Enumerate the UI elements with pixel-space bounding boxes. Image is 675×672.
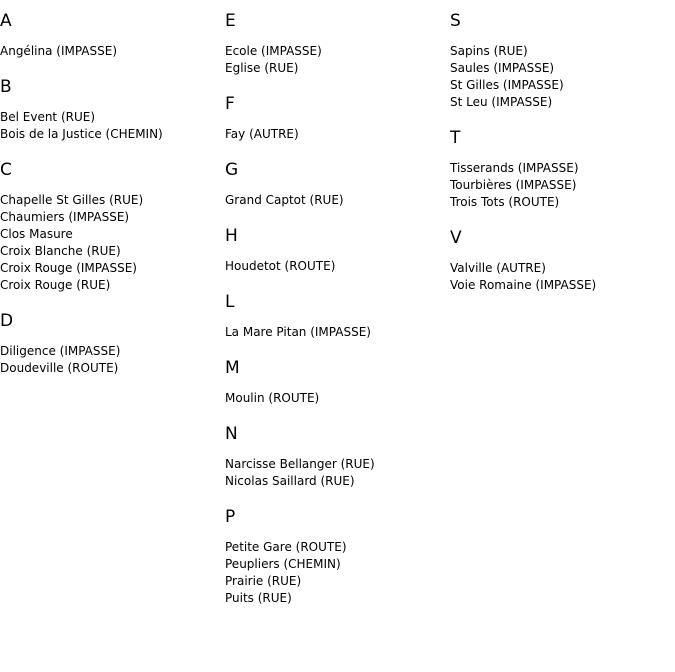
street-entry: Doudeville (ROUTE)	[0, 361, 119, 375]
street-entry: Peupliers (CHEMIN)	[225, 557, 341, 571]
letter-heading: T	[450, 128, 461, 148]
street-list	[0, 343, 222, 377]
street-list	[0, 192, 222, 294]
street-entry: Ecole (IMPASSE)	[225, 44, 322, 58]
letter-group	[0, 76, 222, 143]
letter-heading: F	[225, 94, 235, 114]
street-entry: Prairie (RUE)	[225, 574, 302, 588]
street-entry: Clos Masure	[0, 227, 73, 241]
street-entry: St Gilles (IMPASSE)	[450, 78, 564, 92]
street-entry: Puits (RUE)	[225, 591, 292, 605]
letter-group	[225, 506, 447, 607]
letter-heading: M	[225, 358, 240, 378]
street-list	[450, 260, 672, 294]
street-entry: Voie Romaine (IMPASSE)	[450, 278, 597, 292]
street-entry: St Leu (IMPASSE)	[450, 95, 553, 109]
street-list	[225, 192, 447, 209]
letter-heading: S	[450, 11, 461, 31]
street-list	[450, 160, 672, 211]
street-list	[225, 456, 447, 490]
letter-group	[225, 10, 447, 77]
letter-group	[450, 10, 672, 111]
letter-group	[225, 159, 447, 209]
letter-group	[225, 93, 447, 143]
street-entry: Tisserands (IMPASSE)	[450, 161, 579, 175]
letter-group	[225, 291, 447, 341]
street-list	[225, 390, 447, 407]
letter-group	[0, 10, 222, 60]
street-entry: Croix Blanche (RUE)	[0, 244, 121, 258]
street-entry: Bel Event (RUE)	[0, 110, 96, 124]
letter-heading: G	[225, 160, 239, 180]
street-entry: La Mare Pitan (IMPASSE)	[225, 325, 371, 339]
street-entry: Houdetot (ROUTE)	[225, 259, 336, 273]
letter-group	[225, 225, 447, 275]
street-list	[225, 126, 447, 143]
street-list	[225, 539, 447, 607]
street-entry: Angélina (IMPASSE)	[0, 44, 118, 58]
street-entry: Narcisse Bellanger (RUE)	[225, 457, 375, 471]
letter-heading: E	[225, 11, 236, 31]
index-column	[450, 10, 672, 310]
street-list	[0, 43, 222, 60]
index-column	[0, 10, 222, 393]
street-list	[225, 324, 447, 341]
letter-heading: V	[450, 228, 462, 248]
street-entry: Croix Rouge (RUE)	[0, 278, 111, 292]
street-entry: Eglise (RUE)	[225, 61, 299, 75]
letter-group	[0, 159, 222, 294]
street-list	[225, 43, 447, 77]
street-entry: Trois Tots (ROUTE)	[450, 195, 560, 209]
street-entry: Bois de la Justice (CHEMIN)	[0, 127, 163, 141]
letter-group	[450, 227, 672, 294]
street-entry: Fay (AUTRE)	[225, 127, 299, 141]
letter-heading: N	[225, 424, 238, 444]
letter-group	[450, 127, 672, 211]
street-entry: Chapelle St Gilles (RUE)	[0, 193, 144, 207]
letter-heading: H	[225, 226, 238, 246]
letter-heading: P	[225, 507, 236, 527]
letter-heading: B	[0, 77, 12, 97]
letter-group	[0, 310, 222, 377]
street-entry: Diligence (IMPASSE)	[0, 344, 121, 358]
street-list	[225, 258, 447, 275]
street-entry: Sapins (RUE)	[450, 44, 528, 58]
street-entry: Moulin (ROUTE)	[225, 391, 320, 405]
street-entry: Valville (AUTRE)	[450, 261, 546, 275]
street-entry: Nicolas Saillard (RUE)	[225, 474, 355, 488]
letter-heading: A	[0, 11, 12, 31]
street-entry: Petite Gare (ROUTE)	[225, 540, 347, 554]
street-list	[0, 109, 222, 143]
letter-heading: D	[0, 311, 14, 331]
index-column	[225, 10, 447, 623]
street-entry: Croix Rouge (IMPASSE)	[0, 261, 137, 275]
letter-group	[225, 357, 447, 407]
street-entry: Chaumiers (IMPASSE)	[0, 210, 130, 224]
street-entry: Grand Captot (RUE)	[225, 193, 344, 207]
letter-heading: C	[0, 160, 12, 180]
letter-group	[225, 423, 447, 490]
letter-heading: L	[225, 292, 235, 312]
street-entry: Saules (IMPASSE)	[450, 61, 555, 75]
street-entry: Tourbières (IMPASSE)	[450, 178, 577, 192]
street-list	[450, 43, 672, 111]
